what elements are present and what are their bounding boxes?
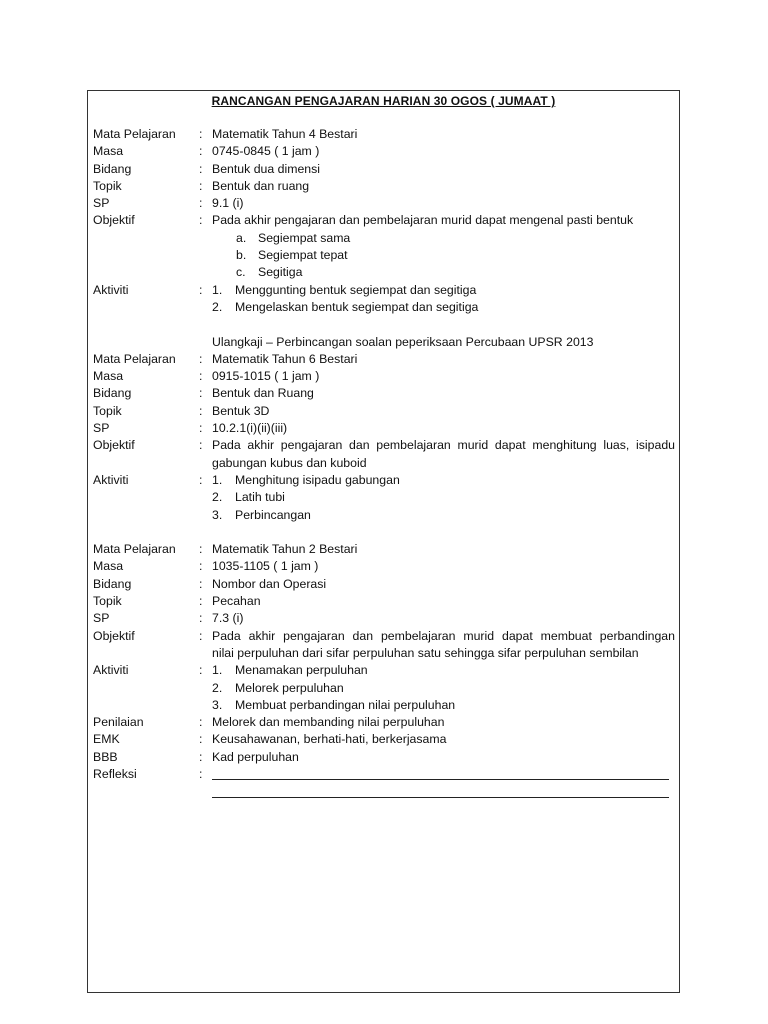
field-colon: : [199, 542, 203, 557]
lesson-2 [93, 351, 675, 524]
field-label: Objektif [93, 438, 135, 453]
field-value [212, 282, 675, 317]
list-marker: b. [236, 248, 247, 263]
field-label: Mata Pelajaran [93, 351, 176, 366]
list-marker: 1. [212, 472, 223, 487]
field-masa [93, 558, 675, 575]
field-label: Mata Pelajaran [93, 542, 176, 557]
field-colon: : [199, 213, 203, 228]
field-value [212, 472, 675, 524]
reflection-blank-line [212, 783, 675, 800]
field-label: Masa [93, 144, 124, 159]
field-colon: : [199, 766, 203, 781]
field-label: Masa [93, 369, 124, 384]
field-bidang [93, 385, 675, 402]
reflection-blank-line [212, 766, 675, 783]
list-item [212, 697, 675, 714]
field-colon: : [199, 161, 203, 176]
field-colon: : [199, 282, 203, 297]
field-emk [93, 731, 675, 748]
list-text: Segiempat sama [258, 230, 351, 245]
reflection-lines [212, 766, 675, 801]
field-label: SP [93, 196, 110, 211]
field-masa [93, 368, 675, 385]
objective-text-line-1: Pada akhir pengajaran dan pembelajaran murid dapat menghitung luas, isipadu [212, 438, 675, 453]
field-value: 7.3 (i) [212, 611, 244, 626]
field-label: BBB [93, 749, 118, 764]
field-topik [93, 593, 675, 610]
field-objektif [93, 212, 675, 281]
field-value: 0745-0845 ( 1 jam ) [212, 144, 320, 159]
field-value: Bentuk dan ruang [212, 178, 310, 193]
field-value: 0915-1015 ( 1 jam ) [212, 369, 320, 384]
lesson-plan-content [93, 126, 675, 801]
field-aktiviti [93, 472, 675, 524]
field-sp [93, 195, 675, 212]
field-colon: : [199, 369, 203, 384]
field-value [212, 662, 675, 714]
field-value [212, 437, 675, 472]
lesson-1 [93, 126, 675, 316]
objective-text-line-2: gabungan kubus dan kuboid [212, 455, 367, 470]
field-topik [93, 403, 675, 420]
field-colon: : [199, 127, 203, 141]
field-objektif [93, 628, 675, 663]
field-colon: : [199, 559, 203, 574]
field-value [212, 628, 675, 663]
field-colon: : [199, 196, 203, 211]
field-colon: : [199, 178, 203, 193]
list-item [212, 282, 675, 299]
field-label: Masa [93, 559, 124, 574]
list-text: Segiempat tepat [258, 248, 348, 263]
objective-text-line-2: nilai perpuluhan dari sifar perpuluhan satu sehingga sifar perpuluhan sembilan [212, 645, 639, 660]
field-bidang [93, 161, 675, 178]
list-marker: 2. [212, 680, 223, 695]
field-objektif [93, 437, 675, 472]
field-label: Refleksi [93, 766, 137, 781]
document-title: RANCANGAN PENGAJARAN HARIAN 30 OGOS ( JUMAAT ) [211, 94, 556, 108]
field-value: 1035-1105 ( 1 jam ) [212, 559, 319, 574]
field-label: SP [93, 421, 110, 436]
field-label: Topik [93, 594, 122, 609]
list-marker: c. [236, 265, 246, 280]
ulangkaji-note: Ulangkaji – Perbincangan soalan peperiksaan Percubaan UPSR 2013 [212, 334, 594, 349]
field-colon: : [199, 144, 203, 159]
list-item [212, 264, 675, 281]
field-value: Melorek dan membanding nilai perpuluhan [212, 715, 445, 730]
field-label: Aktiviti [93, 282, 129, 297]
field-label: Bidang [93, 161, 132, 176]
field-value: Keusahawanan, berhati-hati, berkerjasama [212, 732, 447, 747]
field-topik [93, 178, 675, 195]
field-bbb [93, 749, 675, 766]
field-mata-pelajaran [93, 541, 675, 558]
list-marker: 1. [212, 282, 223, 297]
field-sp [93, 610, 675, 627]
field-refleksi [93, 766, 675, 801]
field-masa [93, 143, 675, 160]
list-text: Melorek perpuluhan [235, 680, 344, 695]
list-item [212, 247, 675, 264]
field-label: Penilaian [93, 715, 144, 730]
field-value: Bentuk dan Ruang [212, 386, 314, 401]
field-colon: : [199, 663, 203, 678]
field-colon: : [199, 403, 203, 418]
field-label: Bidang [93, 386, 132, 401]
field-bidang [93, 576, 675, 593]
list-text: Menghitung isipadu gabungan [235, 472, 400, 487]
field-value: Kad perpuluhan [212, 749, 299, 764]
field-colon: : [199, 732, 203, 747]
field-colon: : [199, 351, 203, 366]
list-text: Membuat perbandingan nilai perpuluhan [235, 697, 456, 712]
field-label: Objektif [93, 628, 135, 643]
field-label: SP [93, 611, 110, 626]
objective-text-line-1: Pada akhir pengajaran dan pembelajaran murid dapat membuat perbandingan [212, 628, 675, 643]
field-aktiviti [93, 662, 675, 714]
field-label: Aktiviti [93, 472, 129, 487]
field-label: Topik [93, 178, 122, 193]
field-label: Topik [93, 403, 122, 418]
list-text: Segitiga [258, 265, 303, 280]
field-mata-pelajaran [93, 351, 675, 368]
field-label: Bidang [93, 576, 132, 591]
field-colon: : [199, 438, 203, 453]
list-item [212, 507, 675, 524]
list-text: Menamakan perpuluhan [235, 663, 368, 678]
field-colon: : [199, 749, 203, 764]
field-colon: : [199, 386, 203, 401]
field-colon: : [199, 472, 203, 487]
field-value: Matematik Tahun 4 Bestari [212, 127, 358, 141]
list-marker: 3. [212, 507, 223, 522]
list-marker: 3. [212, 697, 223, 712]
field-colon: : [199, 611, 203, 626]
field-value [212, 212, 675, 281]
field-penilaian [93, 714, 675, 731]
field-colon: : [199, 594, 203, 609]
field-value: Matematik Tahun 2 Bestari [212, 542, 358, 557]
list-item [212, 472, 675, 489]
field-value: 9.1 (i) [212, 196, 244, 211]
list-item [212, 230, 675, 247]
field-value: Pecahan [212, 594, 261, 609]
list-text: Mengelaskan bentuk segiempat dan segitiga [235, 299, 479, 314]
field-mata-pelajaran [93, 126, 675, 143]
list-item [212, 299, 675, 316]
field-colon: : [199, 628, 203, 643]
field-value: 10.2.1(i)(ii)(iii) [212, 421, 288, 436]
field-sp [93, 420, 675, 437]
field-colon: : [199, 576, 203, 591]
field-value: Matematik Tahun 6 Bestari [212, 351, 358, 366]
field-aktiviti [93, 282, 675, 317]
field-colon: : [199, 421, 203, 436]
list-item [212, 489, 675, 506]
list-item [212, 680, 675, 697]
spacer [93, 316, 675, 333]
objective-text: Pada akhir pengajaran dan pembelajaran murid dapat mengenal pasti bentuk [212, 213, 634, 228]
field-label: Objektif [93, 213, 135, 228]
list-marker: a. [236, 230, 247, 245]
field-label: Aktiviti [93, 663, 129, 678]
list-item [212, 662, 675, 679]
field-value: Bentuk dua dimensi [212, 161, 321, 176]
field-label: EMK [93, 732, 120, 747]
field-colon: : [199, 715, 203, 730]
field-label: Mata Pelajaran [93, 127, 176, 141]
field-value: Nombor dan Operasi [212, 576, 327, 591]
list-marker: 1. [212, 663, 223, 678]
spacer [93, 524, 675, 541]
list-text: Latih tubi [235, 490, 285, 505]
list-marker: 2. [212, 490, 223, 505]
list-text: Menggunting bentuk segiempat dan segitiga [235, 282, 477, 297]
lesson-3 [93, 541, 675, 800]
list-marker: 2. [212, 299, 223, 314]
field-value: Bentuk 3D [212, 403, 270, 418]
list-text: Perbincangan [235, 507, 311, 522]
